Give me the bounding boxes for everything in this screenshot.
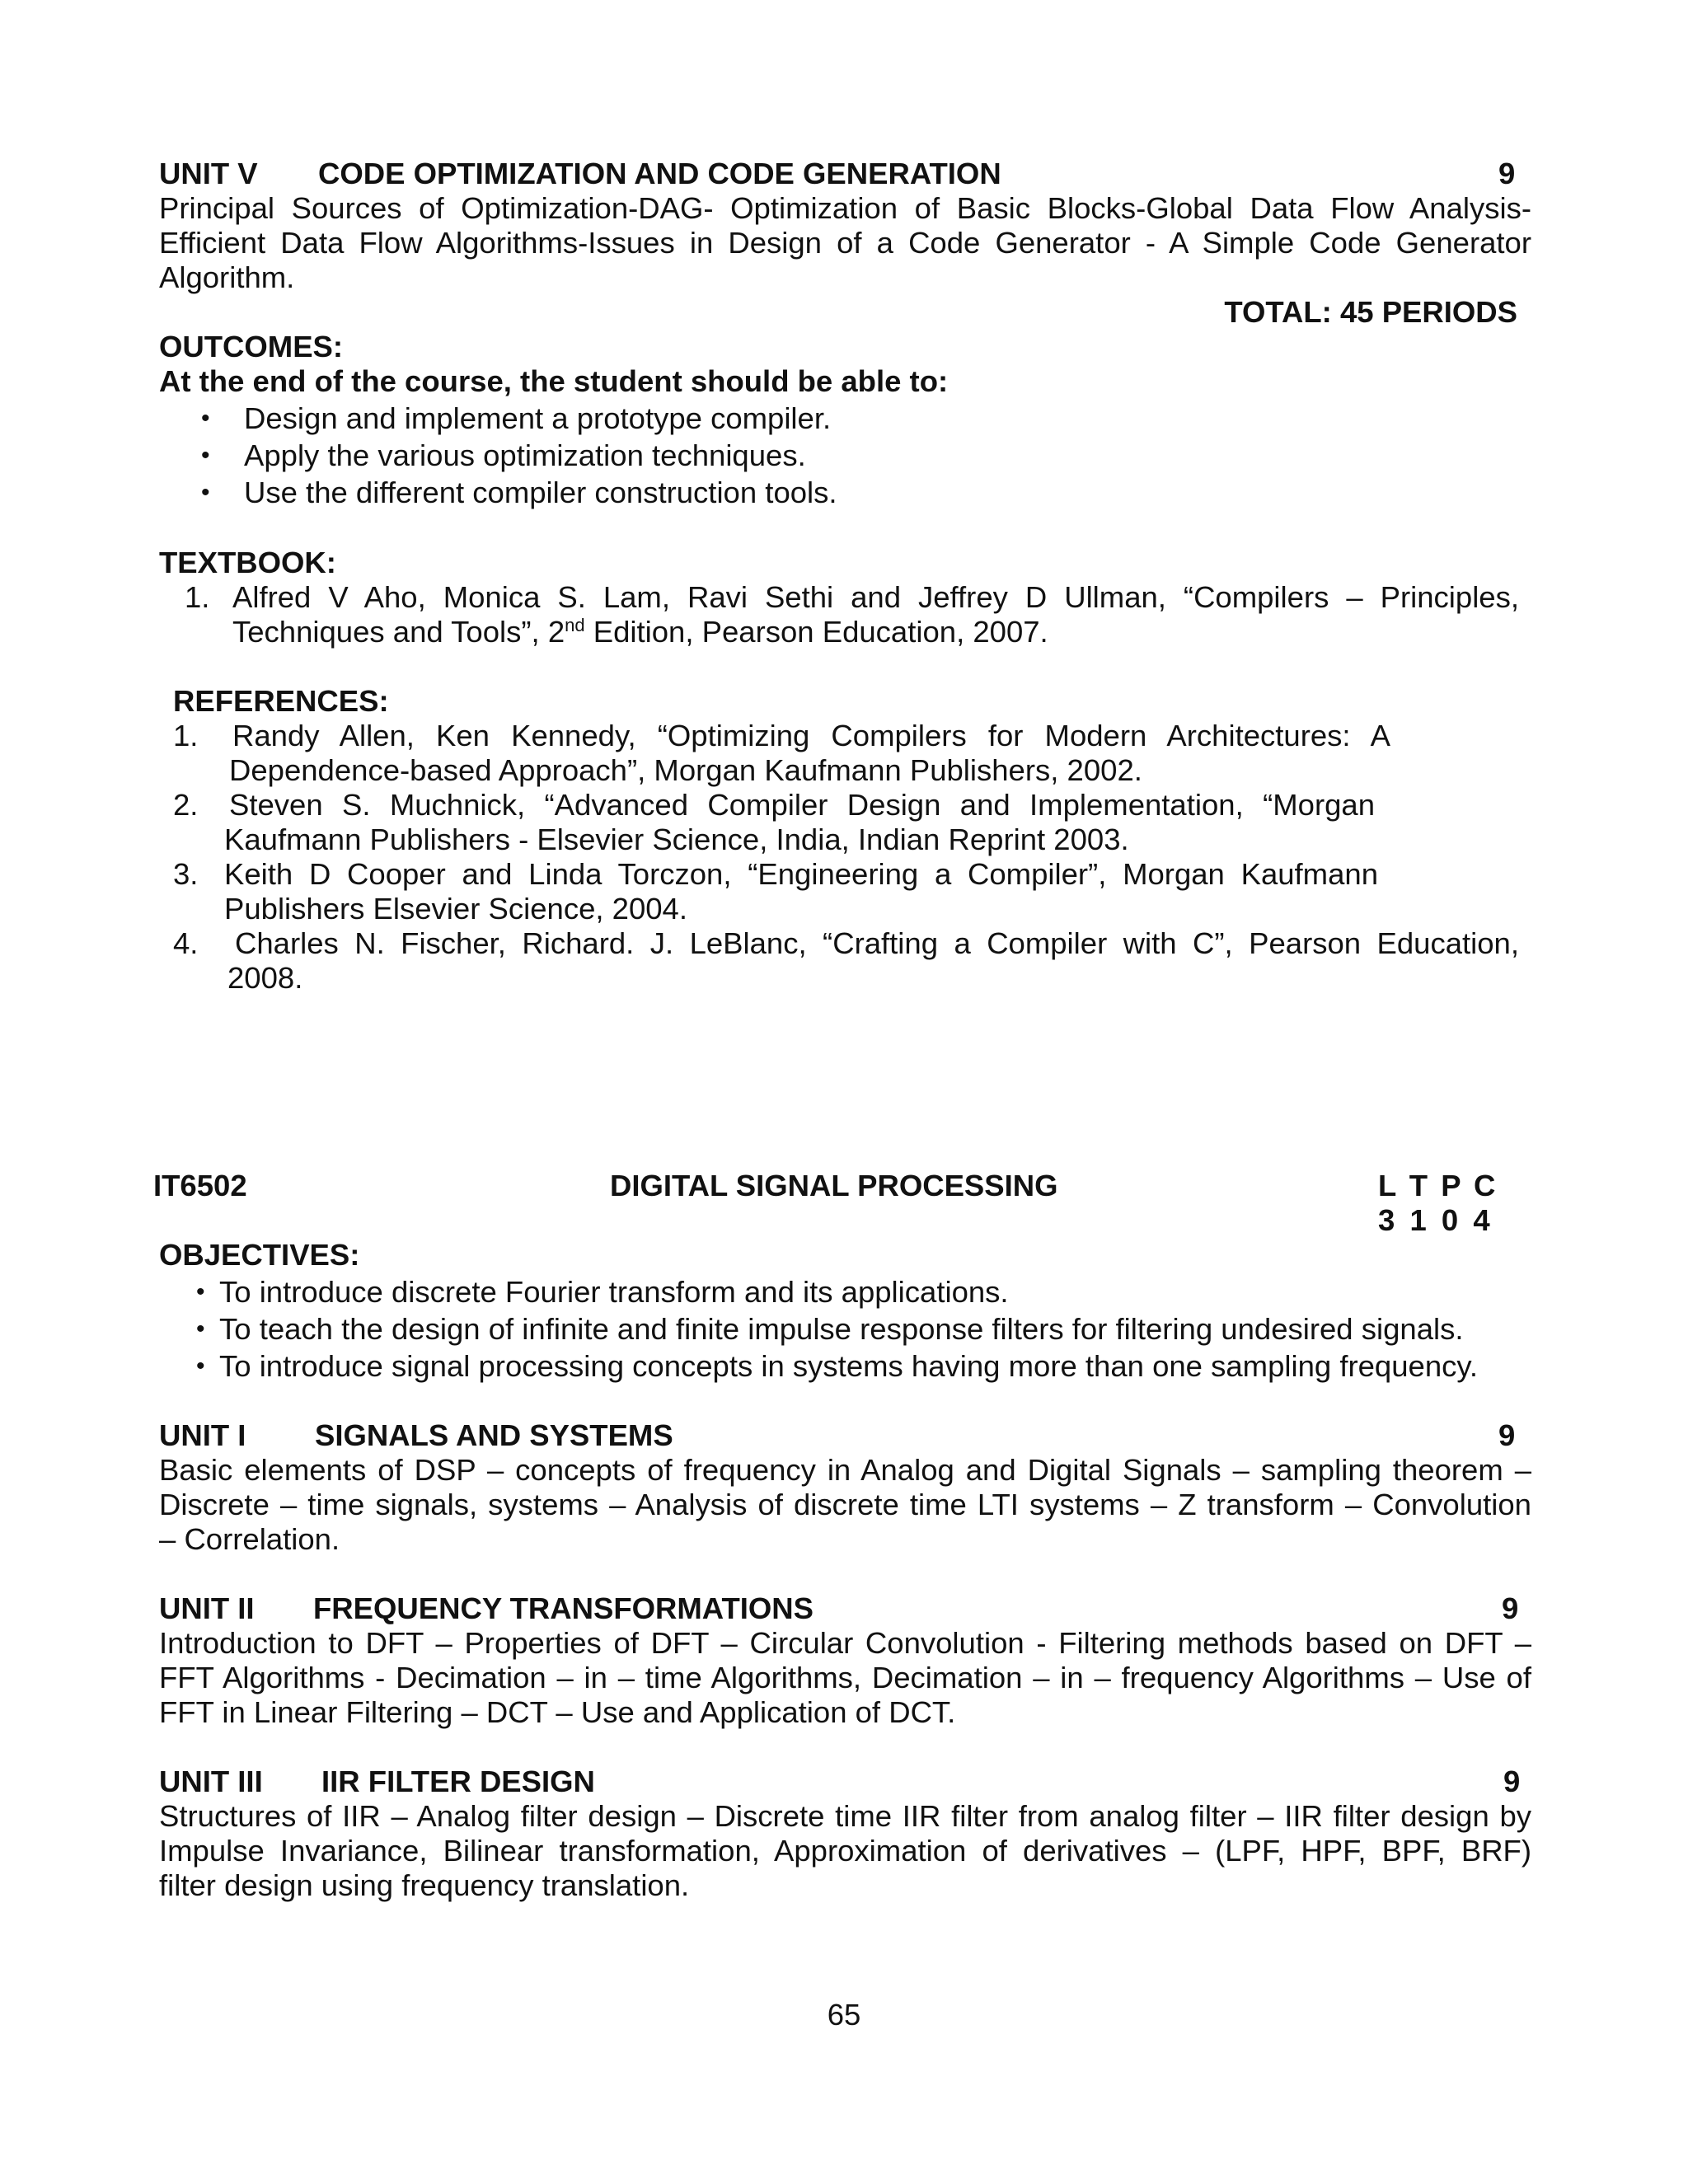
textbook-number: 1. [185, 580, 210, 614]
unit-i-line: Basic elements of DSP – concepts of frequency in Analog and Digital Signals – sampling theorem – [159, 1453, 1531, 1487]
reference-number: 1. [173, 719, 199, 752]
reference-line: Charles N. Fischer, Richard. J. LeBlanc, “Crafting a Compiler with C”, Pearson Education, [235, 926, 1519, 960]
unit-i-label: UNIT I [159, 1418, 246, 1452]
bullet-icon: • [201, 442, 210, 469]
course-code: IT6502 [153, 1169, 247, 1202]
bullet-icon: • [201, 405, 210, 432]
total-periods: TOTAL: 45 PERIODS [1224, 295, 1517, 329]
reference-line: Steven S. Muchnick, “Advanced Compiler Design and Implementation, “Morgan [229, 788, 1375, 822]
outcomes-heading: OUTCOMES: [159, 330, 344, 363]
unit-i-title: SIGNALS AND SYSTEMS [315, 1418, 673, 1452]
unit-iii-line: Structures of IIR – Analog filter design – Discrete time IIR filter from analog filter – IIR filter design by [159, 1799, 1531, 1833]
unit-v-line: Principal Sources of Optimization-DAG- Optimization of Basic Blocks-Global Data Flow Analysis- [159, 191, 1531, 225]
unit-v-hours: 9 [1498, 157, 1516, 190]
reference-number: 3. [173, 857, 199, 891]
unit-iii-line: filter design using frequency translation. [159, 1868, 690, 1902]
reference-line: Publishers Elsevier Science, 2004. [224, 892, 687, 926]
outcomes-intro: At the end of the course, the student should be able to: [159, 364, 949, 398]
reference-line: Keith D Cooper and Linda Torczon, “Engineering a Compiler”, Morgan Kaufmann [224, 857, 1378, 891]
unit-ii-hours: 9 [1502, 1591, 1519, 1625]
reference-line: Dependence-based Approach”, Morgan Kaufmann Publishers, 2002. [229, 753, 1142, 787]
unit-i-line: Discrete – time signals, systems – Analysis of discrete time LTI systems – Z transform – Convolution [159, 1488, 1531, 1521]
ltpc-values: 3 1 0 4 [1378, 1203, 1490, 1237]
unit-i-line: – Correlation. [159, 1522, 340, 1556]
course-title: DIGITAL SIGNAL PROCESSING [610, 1169, 1058, 1202]
reference-number: 2. [173, 788, 199, 822]
ltpc-header: L T P C [1378, 1169, 1496, 1202]
unit-iii-body [159, 1799, 1531, 1903]
unit-i-body [159, 1453, 1531, 1557]
unit-v-title: CODE OPTIMIZATION AND CODE GENERATION [318, 157, 1001, 190]
unit-iii-title: IIR FILTER DESIGN [321, 1765, 595, 1798]
unit-i-hours: 9 [1498, 1418, 1516, 1452]
reference-line: Randy Allen, Ken Kennedy, “Optimizing Compilers for Modern Architectures: A [232, 719, 1390, 752]
outcome-item: Use the different compiler construction tools. [244, 476, 837, 509]
bullet-icon: • [196, 1278, 205, 1305]
bullet-icon: • [201, 479, 210, 506]
outcome-item: Apply the various optimization techniques. [244, 438, 806, 472]
unit-iii-hours: 9 [1503, 1765, 1521, 1798]
references-heading: REFERENCES: [173, 684, 389, 718]
bullet-icon: • [196, 1352, 205, 1380]
reference-line: 2008. [227, 961, 303, 995]
objective-item: To introduce signal processing concepts in systems having more than one sampling frequency. [219, 1349, 1479, 1383]
unit-ii-line: Introduction to DFT – Properties of DFT – Circular Convolution - Filtering methods based on DFT – [159, 1626, 1531, 1660]
reference-number: 4. [173, 926, 199, 960]
outcome-item: Design and implement a prototype compiler. [244, 401, 832, 435]
unit-ii-label: UNIT II [159, 1591, 255, 1625]
unit-v-line: Algorithm. [159, 260, 295, 294]
objective-item: To introduce discrete Fourier transform and its applications. [219, 1275, 1009, 1309]
unit-iii-line: Impulse Invariance, Bilinear transformation, Approximation of derivatives – (LPF, HPF, BPF, BRF) [159, 1834, 1531, 1868]
unit-v-line: Efficient Data Flow Algorithms-Issues in Design of a Code Generator - A Simple Code Generator [159, 226, 1531, 260]
page-number: 65 [827, 1998, 861, 2032]
objectives-heading: OBJECTIVES: [159, 1238, 360, 1272]
textbook-heading: TEXTBOOK: [159, 546, 336, 579]
unit-ii-title: FREQUENCY TRANSFORMATIONS [313, 1591, 814, 1625]
unit-ii-line: FFT in Linear Filtering – DCT – Use and Application of DCT. [159, 1695, 956, 1729]
unit-v-body [159, 191, 1531, 295]
unit-v-label: UNIT V [159, 157, 258, 190]
unit-ii-body [159, 1626, 1531, 1730]
unit-iii-label: UNIT III [159, 1765, 263, 1798]
bullet-icon: • [196, 1315, 205, 1343]
textbook-line: Alfred V Aho, Monica S. Lam, Ravi Sethi and Jeffrey D Ullman, “Compilers – Principles, [232, 580, 1519, 614]
reference-line: Kaufmann Publishers - Elsevier Science, India, Indian Reprint 2003. [224, 823, 1129, 856]
textbook-line: Techniques and Tools”, 2nd Edition, Pearson Education, 2007. [232, 614, 1048, 649]
objective-item: To teach the design of infinite and finite impulse response filters for filtering undesired signals. [219, 1312, 1464, 1346]
unit-ii-line: FFT Algorithms - Decimation – in – time Algorithms, Decimation – in – frequency Algorithms – Use of [159, 1661, 1531, 1694]
